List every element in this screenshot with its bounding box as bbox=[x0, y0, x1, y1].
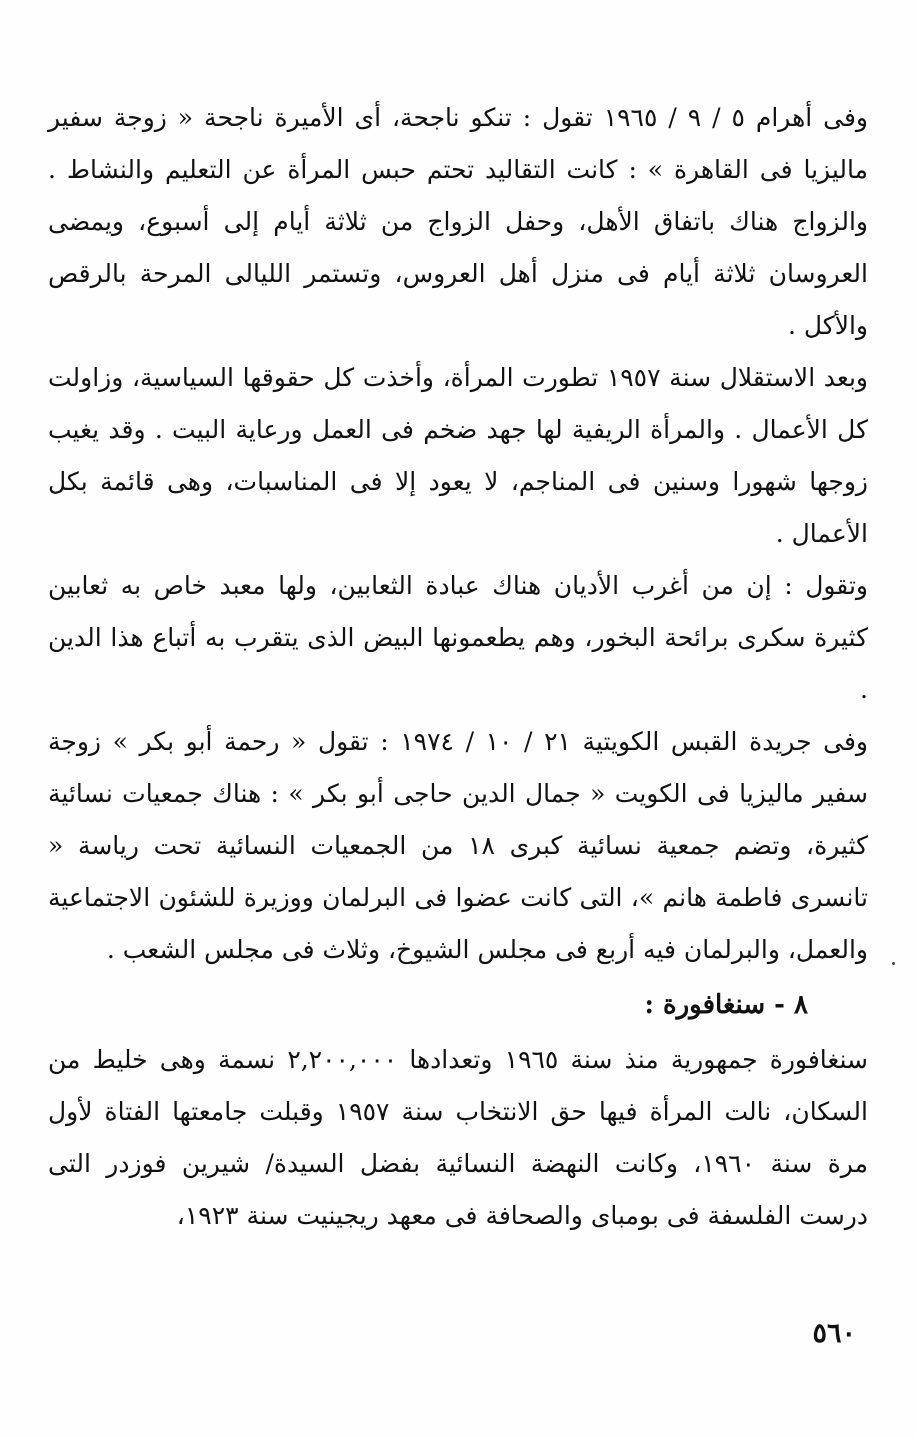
paragraph-singapore: سنغافورة جمهورية منذ سنة ١٩٦٥ وتعدادها ٢,٢٠٠,٠٠٠ نسمة وهى خليط من السكان، نالت المرأة فيها حق الانتخاب سنة ١٩٥٧ وقبلت جامعتها الفتاة لأول مرة سنة ١٩٦٠، وكانت النهضة النسائية بفضل السيدة/ شيرين فوزدر التى درست الفلسفة فى بومباى والصحافة فى معهد ريجينيت سنة ١٩٢٣، bbox=[48, 1045, 868, 1230]
paragraph-independence: وبعد الاستقلال سنة ١٩٥٧ تطورت المرأة، وأخذت كل حقوقها السياسية، وزاولت كل الأعمال . والمرأة الريفية لها جهد ضخم فى العمل ورعاية البيت . وقد يغيب زوجها شهورا وسنين فى المناجم، لا يعود إلا فى المناسبات، وهى قائمة بكل الأعمال . bbox=[48, 363, 868, 548]
paragraph-snake-worship: وتقول : إن من أغرب الأديان هناك عبادة الثعابين، ولها معبد خاص به ثعابين كثيرة سكرى برائحة البخور، وهم يطعمونها البيض الذى يتقرب به أتباع هذا الدين . bbox=[48, 571, 868, 704]
paragraph-qabas-newspaper: وفى جريدة القبس الكويتية ٢١ / ١٠ / ١٩٧٤ : تقول « رحمة أبو بكر » زوجة سفير ماليزيا فى الكويت « جمال الدين حاجى أبو بكر » : هناك جمعيات نسائية كثيرة، وتضم جمعية نسائية كبرى ١٨ من الجمعيات النسائية تحت رياسة « تانسرى فاطمة هانم »، التى كانت عضوا فى البرلمان ووزيرة للشئون الاجتماعية والعمل، والبرلمان فيه أربع فى مجلس الشيوخ، وثلاث فى مجلس الشعب . bbox=[48, 727, 868, 964]
page-body bbox=[48, 92, 868, 1242]
page-number: ٥٦٠ bbox=[812, 1318, 856, 1349]
section-heading-singapore: ٨ - سنغافورة : bbox=[644, 990, 808, 1020]
print-speck bbox=[892, 962, 895, 965]
paragraph-malaysia-ahram: وفى أهرام ٥ / ٩ / ١٩٦٥ تقول : تنكو ناجحة، أى الأميرة ناجحة « زوجة سفير ماليزيا فى القاهرة » : كانت التقاليد تحتم حبس المرأة عن التعليم والنشاط . والزواج هناك باتفاق الأهل، وحفل الزواج من ثلاثة أيام إلى أسبوع، ويمضى العروسان ثلاثة أيام فى منزل أهل العروس، وتستمر الليالى المرحة بالرقص والأكل . bbox=[48, 103, 869, 340]
